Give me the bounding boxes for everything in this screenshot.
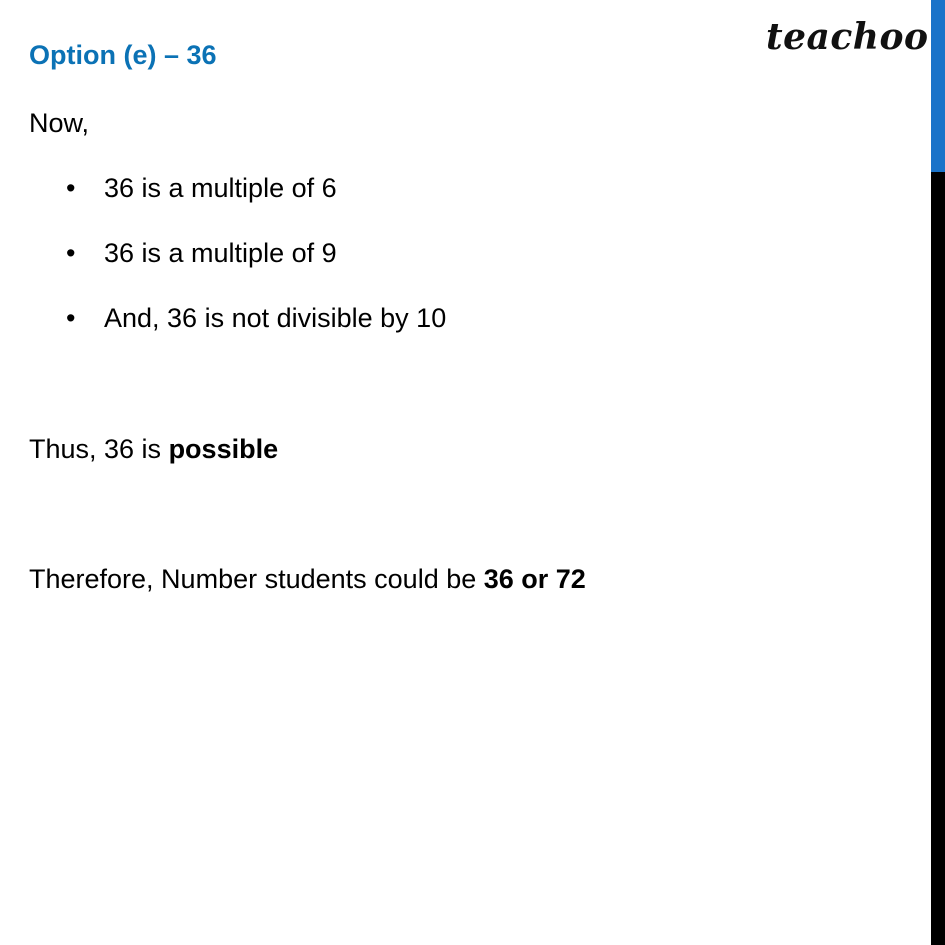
bullet-icon	[66, 171, 104, 205]
conclusion-statement	[29, 562, 586, 596]
bullet-item	[66, 171, 337, 205]
option-heading: Option (e) – 36	[29, 40, 217, 70]
bullet-item	[66, 236, 337, 270]
thus-bold: possible	[168, 434, 279, 464]
bullet-text: And, 36 is not divisible by 10	[104, 303, 447, 333]
thus-statement	[29, 432, 278, 466]
bullet-text: 36 is a multiple of 9	[104, 238, 337, 268]
bullet-item	[66, 301, 446, 335]
bullet-icon	[66, 236, 104, 270]
bullet-icon	[66, 301, 104, 335]
conclusion-prefix: Therefore, Number students could be	[29, 564, 484, 594]
conclusion-bold: 36 or 72	[483, 564, 586, 594]
teachoo-logo: teachoo	[766, 16, 929, 58]
bullet-text: 36 is a multiple of 6	[104, 173, 337, 203]
intro-text: Now,	[29, 108, 90, 138]
thus-prefix: Thus, 36 is	[29, 434, 169, 464]
scrollbar-thumb[interactable]	[931, 0, 945, 172]
